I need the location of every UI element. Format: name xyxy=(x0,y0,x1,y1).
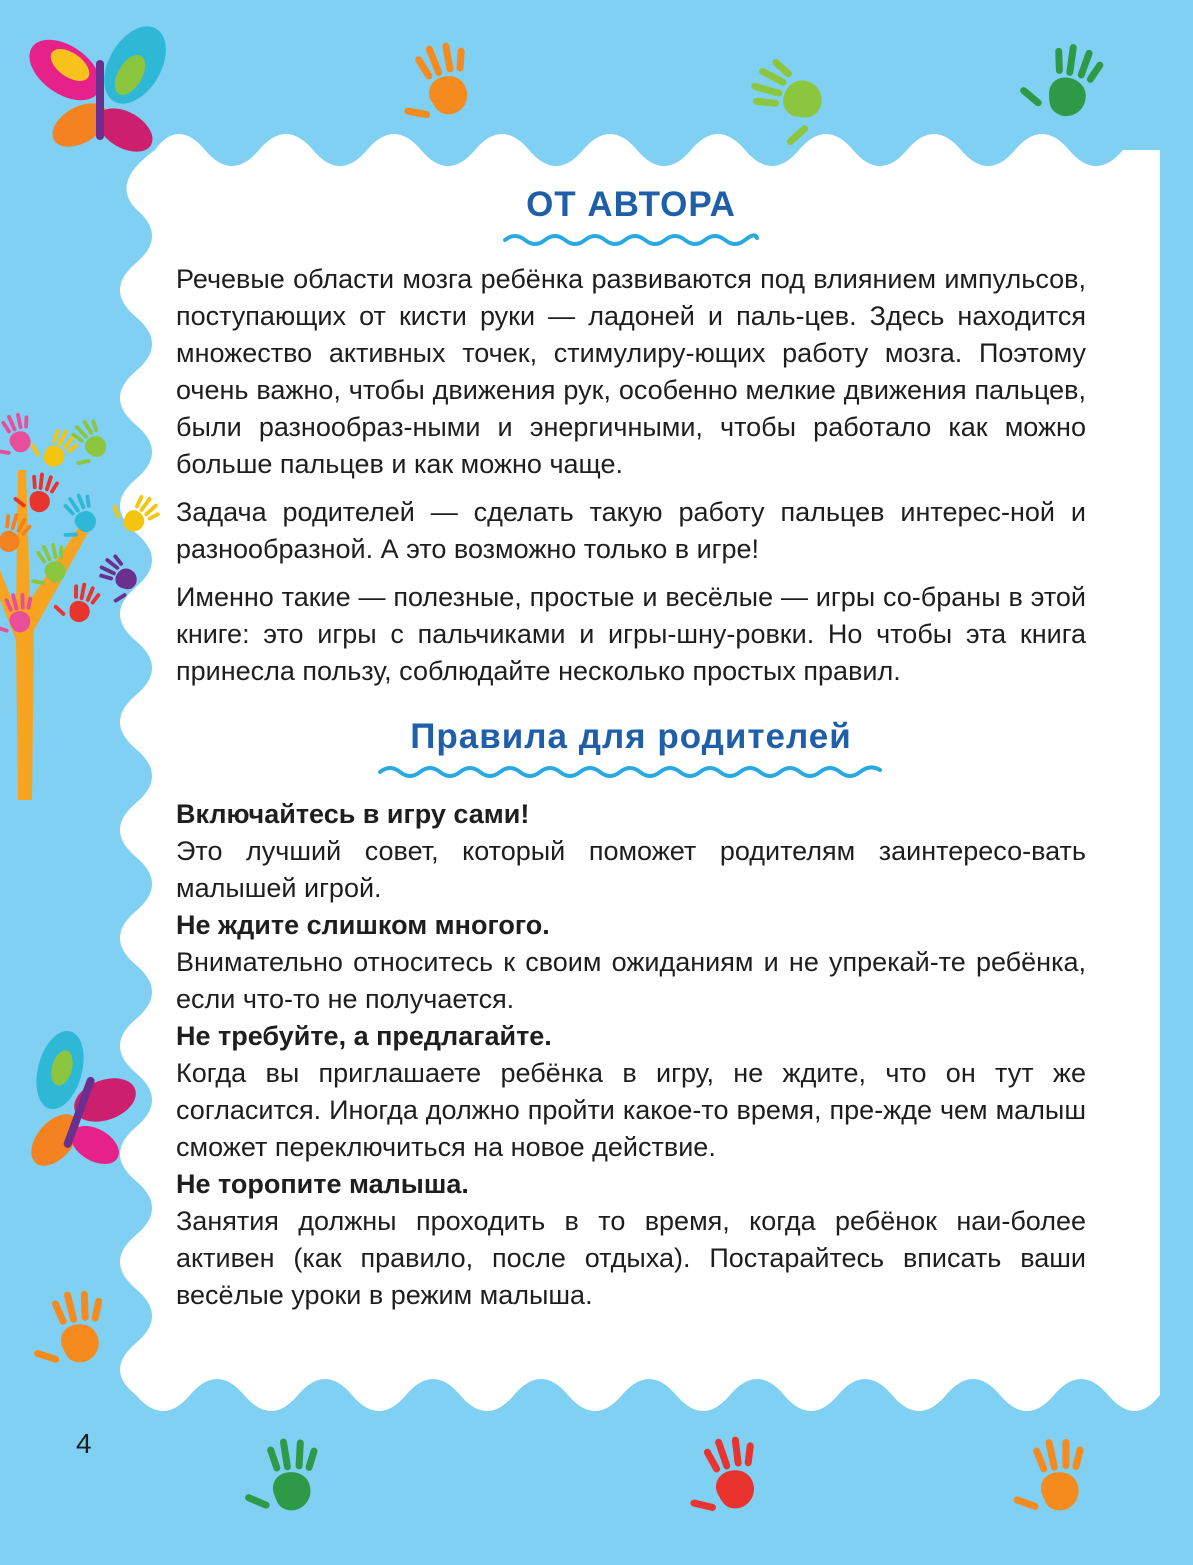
rule-text: Внимательно относитесь к своим ожиданиям и не упрекай-те ребёнка, если что-то не получается. xyxy=(176,947,1086,1014)
rule-text: Занятия должны проходить в то время, когда ребёнок наи-более активен (как правило, после отдыха). Постарайтесь вписать ваши весёлые уроки в режим малыша. xyxy=(176,1206,1086,1310)
rule-text: Когда вы приглашаете ребёнка в игру, не ждите, что он тут же согласится. Иногда должно пройти какое-то время, пре-жде чем малыш сможет переключиться на новое действие. xyxy=(176,1058,1086,1162)
handprint-icon xyxy=(1005,1434,1093,1517)
rule-text: Это лучший совет, который поможет родителям заинтересо-вать малышей игрой. xyxy=(176,836,1086,903)
heading-wave-divider xyxy=(501,230,761,250)
rule-title: Не ждите слишком многого. xyxy=(176,910,550,940)
author-paragraph: Речевые области мозга ребёнка развиваются под влиянием импульсов, поступающих от кисти руки — ладоней и паль-цев. Здесь находится множество активных точек, стимулиру-ющих работу мозга. Поэтому очень важно, чтобы движения рук, особенно мелкие движения пальцев, были разнообраз-ными и энергичными, чтобы работало как можно больше пальцев и как можно чаще. xyxy=(176,264,1086,479)
rule-title: Не требуйте, а предлагайте. xyxy=(176,1021,552,1051)
handprint-icon xyxy=(1016,35,1108,122)
rule-title: Не торопите малыша. xyxy=(176,1169,469,1199)
author-paragraph: Именно такие — полезные, простые и весёлые — игры со-браны в этой книге: это игры с пальчиками и игры-шну-ровки. Но чтобы эта книга принесла пользу, соблюдайте несколько простых правил. xyxy=(176,582,1086,686)
rule-title: Включайтесь в игру сами! xyxy=(176,799,530,829)
author-paragraph: Задача родителей — сделать такую работу пальцев интерес-ной и разнообразной. А это возможно только в игре! xyxy=(176,497,1086,564)
rules-heading: Правила для родителей xyxy=(410,717,852,756)
heading-wave-divider xyxy=(376,762,886,782)
page-number: 4 xyxy=(76,1428,92,1459)
author-heading: ОТ АВТОРА xyxy=(526,185,736,224)
handprint-icon xyxy=(675,1430,770,1520)
handprint-icon xyxy=(386,35,483,128)
handprint-icon xyxy=(23,1285,113,1370)
text-content xyxy=(176,180,1086,1314)
handprint-icon xyxy=(239,1435,324,1514)
butterfly-icon xyxy=(18,16,178,161)
